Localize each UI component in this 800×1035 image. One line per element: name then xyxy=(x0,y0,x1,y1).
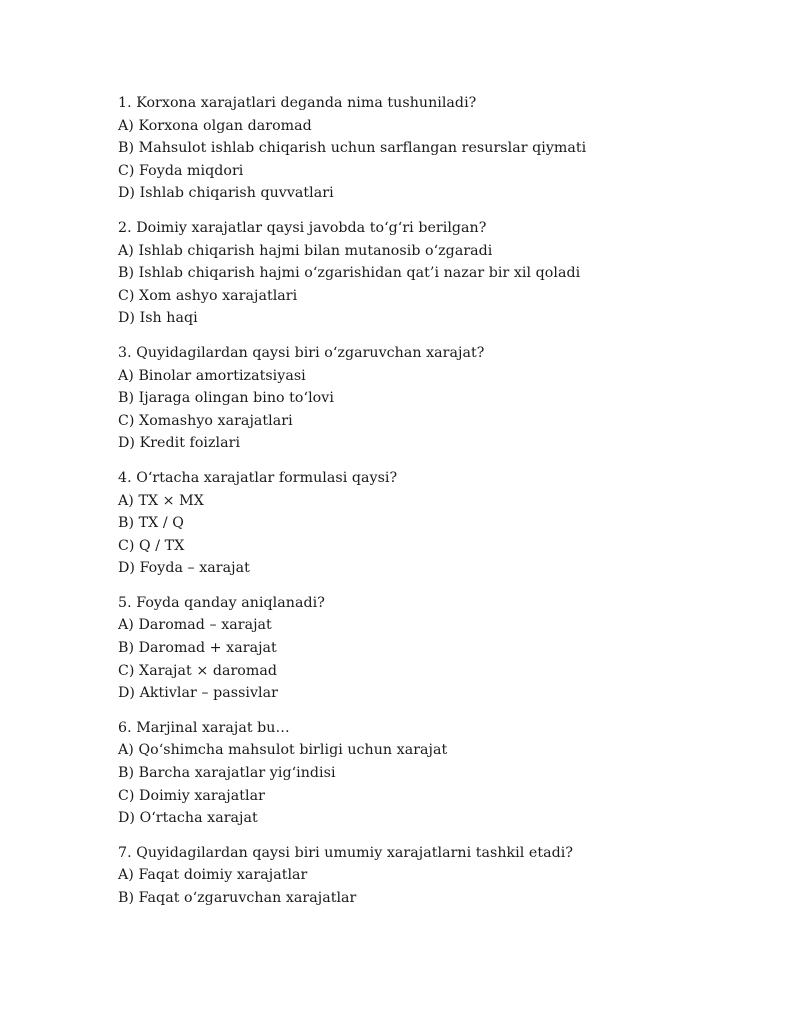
answer-option-b: B) Daromad + xarajat xyxy=(118,640,277,657)
answer-option-b: B) Ishlab chiqarish hajmi o‘zgarishidan qat’i nazar bir xil qoladi xyxy=(118,265,581,282)
answer-option-a: A) Qo‘shimcha mahsulot birligi uchun xarajat xyxy=(118,742,448,759)
question-5 xyxy=(118,592,738,705)
answer-option-b: B) Barcha xarajatlar yig‘indisi xyxy=(118,765,336,782)
answer-option-c: C) Xomashyo xarajatlari xyxy=(118,412,293,429)
answer-option-c: C) Q / TX xyxy=(118,537,185,554)
question-4 xyxy=(118,467,738,580)
question-2 xyxy=(118,217,738,330)
question-1 xyxy=(118,92,738,205)
answer-option-a: A) Ishlab chiqarish hajmi bilan mutanosib o‘zgaradi xyxy=(118,242,493,259)
question-text: 1. Korxona xarajatlari deganda nima tushuniladi? xyxy=(118,95,477,111)
answer-option-d: D) O‘rtacha xarajat xyxy=(118,810,258,827)
answer-option-a: A) Faqat doimiy xarajatlar xyxy=(118,867,308,884)
answer-option-a: A) Korxona olgan daromad xyxy=(118,117,312,134)
question-7 xyxy=(118,842,738,910)
answer-option-b: B) Mahsulot ishlab chiqarish uchun sarflangan resurslar qiymati xyxy=(118,140,587,157)
question-text: 5. Foyda qanday aniqlanadi? xyxy=(118,594,325,611)
answer-option-b: B) TX / Q xyxy=(118,515,184,532)
answer-option-d: D) Ishlab chiqarish quvvatlari xyxy=(118,185,334,202)
answer-option-c: C) Xom ashyo xarajatlari xyxy=(118,287,298,304)
answer-option-a: A) Daromad – xarajat xyxy=(118,617,272,634)
answer-option-a: A) Binolar amortizatsiyasi xyxy=(118,367,306,384)
answer-option-d: D) Ish haqi xyxy=(118,310,198,327)
answer-option-d: D) Kredit foizlari xyxy=(118,435,241,452)
answer-option-d: D) Aktivlar – passivlar xyxy=(118,685,278,702)
answer-option-b: B) Ijaraga olingan bino to‘lovi xyxy=(118,390,334,407)
question-text: 4. O‘rtacha xarajatlar formulasi qaysi? xyxy=(118,469,398,486)
question-text: 3. Quyidagilardan qaysi biri o‘zgaruvchan xarajat? xyxy=(118,344,485,361)
question-3 xyxy=(118,342,738,455)
question-6 xyxy=(118,717,738,830)
answer-option-c: C) Doimiy xarajatlar xyxy=(118,787,265,804)
answer-option-d: D) Foyda – xarajat xyxy=(118,560,250,577)
question-text: 7. Quyidagilardan qaysi biri umumiy xarajatlarni tashkil etadi? xyxy=(118,844,573,861)
document-page xyxy=(118,92,738,922)
question-text: 6. Marjinal xarajat bu… xyxy=(118,719,290,736)
answer-option-c: C) Foyda miqdori xyxy=(118,162,244,179)
answer-option-c: C) Xarajat × daromad xyxy=(118,662,278,679)
answer-option-b: B) Faqat o‘zgaruvchan xarajatlar xyxy=(118,890,357,906)
answer-option-a: A) TX × MX xyxy=(118,492,204,509)
question-text: 2. Doimiy xarajatlar qaysi javobda to‘g‘ri berilgan? xyxy=(118,219,487,236)
